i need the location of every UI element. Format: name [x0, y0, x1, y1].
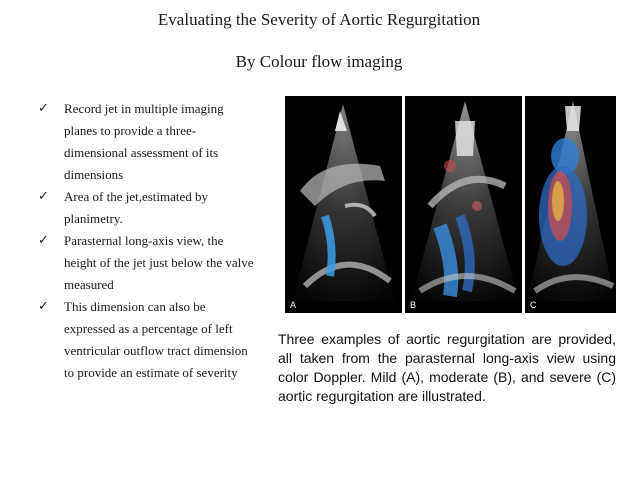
checkmark-icon: ✓	[38, 101, 49, 116]
panel-label: A	[290, 300, 297, 310]
echo-panel-mild	[285, 96, 402, 313]
bullet-text: Record jet in multiple imaging planes to provide a three-dimensional assessment of its dimensions	[64, 101, 224, 182]
bullet-item	[38, 98, 256, 186]
echo-image-strip	[285, 96, 616, 313]
panel-label: C	[530, 300, 537, 310]
echo-panel-severe	[525, 96, 616, 313]
bullet-item	[38, 186, 256, 230]
figure-caption: Three examples of aortic regurgitation are provided, all taken from the parasternal long-axis view using color Doppler. Mild (A), moderate (B), and severe (C) aortic regurgitation are illustrated.	[278, 331, 616, 404]
checkmark-icon: ✓	[38, 189, 49, 204]
bullet-text: This dimension can also be expressed as a percentage of left ventricular outflow tract dimension to provide an estimate of severity	[64, 299, 248, 380]
slide-subtitle: By Colour flow imaging	[235, 52, 403, 71]
slide-title: Evaluating the Severity of Aortic Regurgitation	[157, 10, 481, 29]
checkmark-icon: ✓	[38, 233, 49, 248]
checkmark-icon: ✓	[38, 299, 49, 314]
echo-panel-moderate	[405, 96, 522, 313]
panel-label: B	[410, 300, 417, 310]
bullet-item	[38, 230, 256, 296]
bullet-text: Area of the jet,estimated by planimetry.	[64, 189, 209, 226]
bullet-item	[38, 296, 256, 384]
bullet-text: Parasternal long-axis view, the height of the jet just below the valve measured	[64, 233, 254, 292]
bullet-list	[38, 98, 256, 384]
